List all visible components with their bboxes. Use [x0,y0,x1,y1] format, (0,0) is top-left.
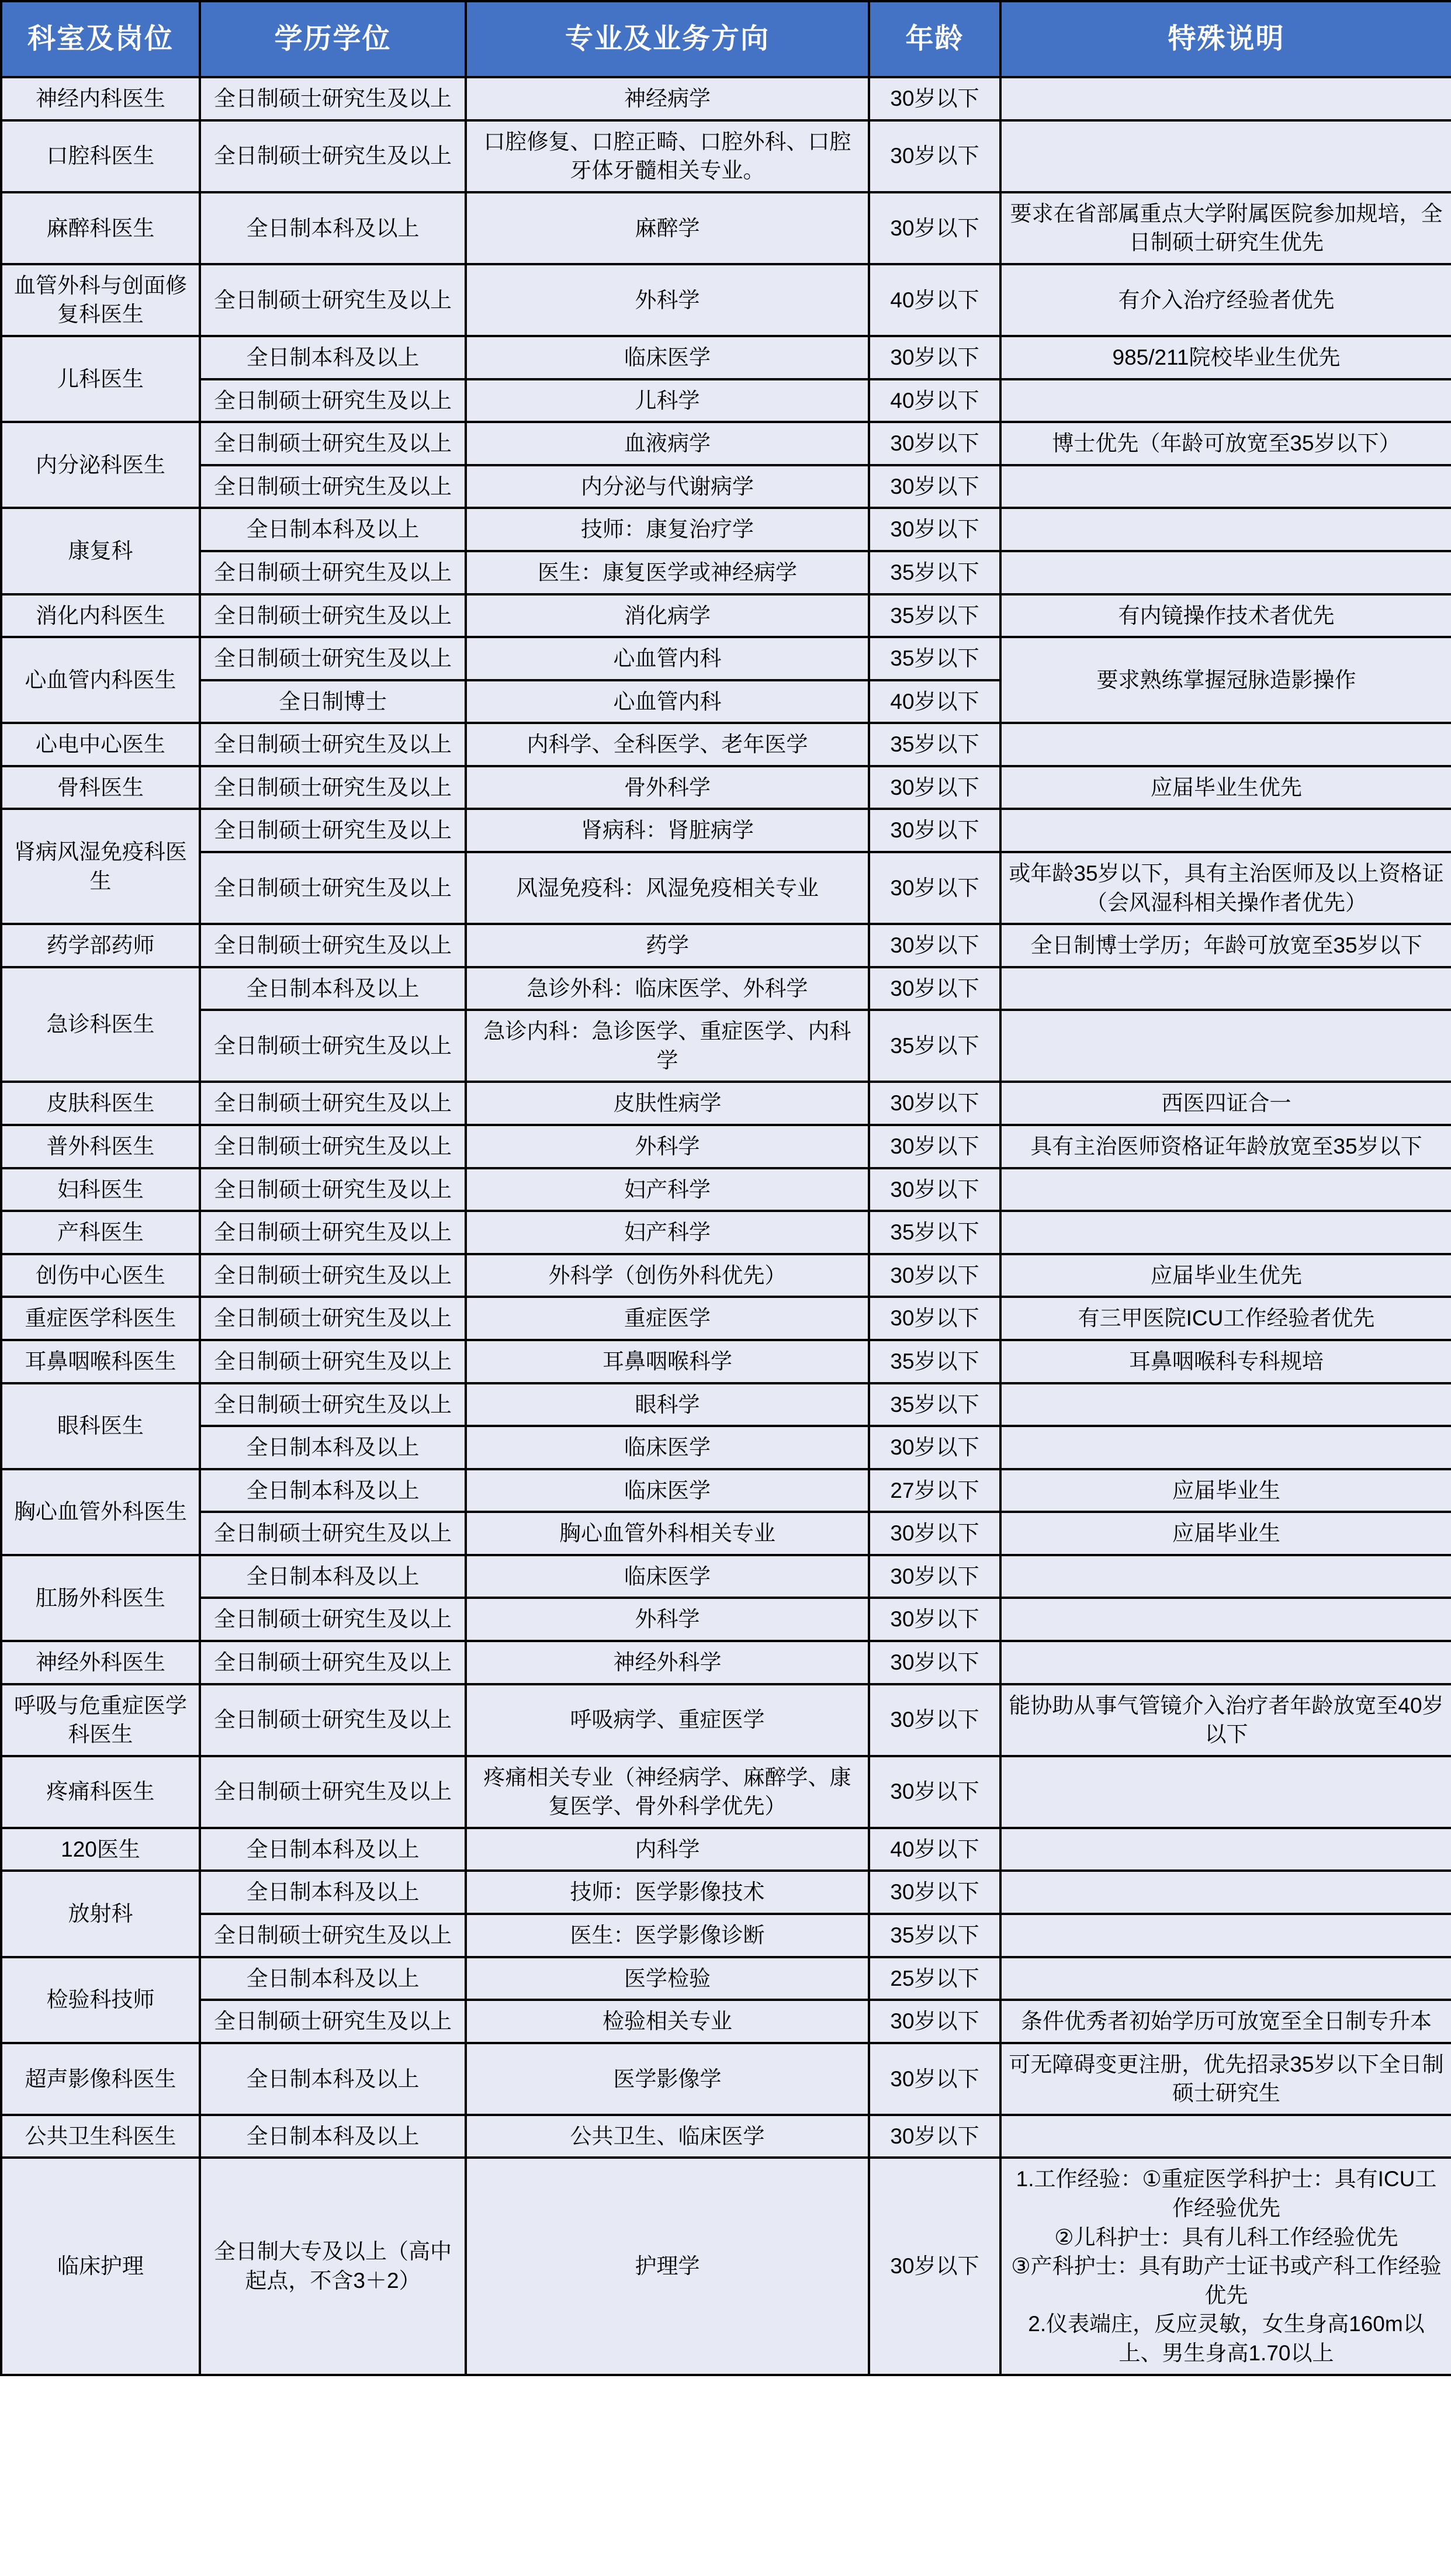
cell-major: 技师：医学影像技术 [466,1871,869,1914]
cell-department: 肛肠外科医生 [1,1555,200,1641]
cell-education: 全日制硕士研究生及以上 [200,1684,466,1756]
table-row [1,379,1451,423]
cell-major: 骨外科学 [466,766,869,809]
cell-major: 外科学 [466,1125,869,1168]
cell-note [1000,1756,1451,1828]
cell-note: 应届毕业生 [1000,1469,1451,1512]
cell-education: 全日制本科及以上 [200,1426,466,1469]
cell-education: 全日制硕士研究生及以上 [200,1168,466,1211]
table-row [1,1340,1451,1383]
cell-note [1000,1555,1451,1598]
cell-education: 全日制硕士研究生及以上 [200,723,466,766]
cell-education: 全日制硕士研究生及以上 [200,422,466,465]
cell-major: 公共卫生、临床医学 [466,2115,869,2158]
cell-age: 40岁以下 [869,264,1000,336]
column-header-age: 年龄 [869,1,1000,77]
cell-age: 40岁以下 [869,680,1000,723]
table-row [1,1211,1451,1254]
cell-major: 麻醉学 [466,192,869,264]
cell-note: 耳鼻咽喉科专科规培 [1000,1340,1451,1383]
column-header-edu: 学历学位 [200,1,466,77]
cell-education: 全日制硕士研究生及以上 [200,1340,466,1383]
cell-department: 耳鼻咽喉科医生 [1,1340,200,1383]
cell-education: 全日制本科及以上 [200,192,466,264]
cell-note [1000,1168,1451,1211]
cell-department: 肾病风湿免疫科医生 [1,809,200,924]
table-row [1,1469,1451,1512]
cell-note [1000,1010,1451,1082]
cell-education: 全日制硕士研究生及以上 [200,924,466,967]
cell-education: 全日制硕士研究生及以上 [200,77,466,120]
cell-age: 35岁以下 [869,1340,1000,1383]
table-row [1,2115,1451,2158]
cell-education: 全日制本科及以上 [200,1871,466,1914]
cell-note: 有内镜操作技术者优先 [1000,594,1451,638]
table-row [1,2158,1451,2374]
table-row [1,77,1451,120]
cell-age: 30岁以下 [869,336,1000,379]
cell-age: 30岁以下 [869,465,1000,508]
cell-note [1000,508,1451,551]
cell-education: 全日制硕士研究生及以上 [200,594,466,638]
cell-department: 创伤中心医生 [1,1254,200,1297]
cell-department: 公共卫生科医生 [1,2115,200,2158]
cell-note [1000,465,1451,508]
cell-major: 血液病学 [466,422,869,465]
cell-major: 神经病学 [466,77,869,120]
table-row [1,1641,1451,1684]
table-row [1,120,1451,192]
cell-department: 神经外科医生 [1,1641,200,1684]
column-header-note: 特殊说明 [1000,1,1451,77]
cell-age: 30岁以下 [869,1512,1000,1555]
cell-department: 消化内科医生 [1,594,200,638]
table-row [1,1010,1451,1082]
cell-age: 35岁以下 [869,1211,1000,1254]
cell-department: 儿科医生 [1,336,200,422]
cell-major: 临床医学 [466,1426,869,1469]
cell-major: 急诊内科：急诊医学、重症医学、内科学 [466,1010,869,1082]
cell-department: 胸心血管外科医生 [1,1469,200,1555]
cell-department: 重症医学科医生 [1,1297,200,1340]
cell-department: 妇科医生 [1,1168,200,1211]
cell-major: 临床医学 [466,1555,869,1598]
cell-education: 全日制本科及以上 [200,967,466,1010]
table-row [1,422,1451,465]
cell-note [1000,379,1451,423]
cell-age: 30岁以下 [869,967,1000,1010]
cell-note: 博士优先（年龄可放宽至35岁以下） [1000,422,1451,465]
table-row [1,637,1451,680]
cell-department: 超声影像科医生 [1,2043,200,2115]
column-header-major: 专业及业务方向 [466,1,869,77]
cell-age: 30岁以下 [869,2043,1000,2115]
cell-education: 全日制大专及以上（高中起点，不含3＋2） [200,2158,466,2374]
cell-education: 全日制硕士研究生及以上 [200,1297,466,1340]
cell-education: 全日制硕士研究生及以上 [200,809,466,852]
cell-major: 妇产科学 [466,1168,869,1211]
cell-age: 30岁以下 [869,1426,1000,1469]
cell-major: 医学影像学 [466,2043,869,2115]
cell-age: 30岁以下 [869,1125,1000,1168]
cell-major: 内科学 [466,1828,869,1871]
cell-education: 全日制硕士研究生及以上 [200,1125,466,1168]
cell-major: 眼科学 [466,1383,869,1427]
cell-department: 骨科医生 [1,766,200,809]
cell-note: 能协助从事气管镜介入治疗者年龄放宽至40岁以下 [1000,1684,1451,1756]
cell-education: 全日制本科及以上 [200,2043,466,2115]
cell-education: 全日制硕士研究生及以上 [200,1211,466,1254]
cell-note [1000,1211,1451,1254]
cell-department: 神经内科医生 [1,77,200,120]
cell-education: 全日制本科及以上 [200,1555,466,1598]
table-row [1,1684,1451,1756]
cell-department: 普外科医生 [1,1125,200,1168]
cell-age: 27岁以下 [869,1469,1000,1512]
table-row [1,1254,1451,1297]
cell-note [1000,120,1451,192]
table-row [1,1297,1451,1340]
cell-major: 胸心血管外科相关专业 [466,1512,869,1555]
cell-department: 眼科医生 [1,1383,200,1469]
cell-age: 30岁以下 [869,852,1000,924]
cell-note: 全日制博士学历；年龄可放宽至35岁以下 [1000,924,1451,967]
cell-note: 应届毕业生优先 [1000,1254,1451,1297]
cell-age: 30岁以下 [869,1871,1000,1914]
table-row [1,1555,1451,1598]
cell-age: 30岁以下 [869,1082,1000,1125]
table-row [1,1871,1451,1914]
cell-age: 30岁以下 [869,1168,1000,1211]
cell-education: 全日制硕士研究生及以上 [200,766,466,809]
cell-note [1000,551,1451,594]
cell-major: 医生：医学影像诊断 [466,1914,869,1957]
table-row [1,1512,1451,1555]
cell-age: 30岁以下 [869,1297,1000,1340]
cell-major: 心血管内科 [466,637,869,680]
cell-department: 产科医生 [1,1211,200,1254]
cell-major: 外科学 [466,264,869,336]
table-row [1,2000,1451,2043]
cell-age: 30岁以下 [869,2000,1000,2043]
cell-major: 妇产科学 [466,1211,869,1254]
cell-major: 口腔修复、口腔正畸、口腔外科、口腔牙体牙髓相关专业。 [466,120,869,192]
cell-major: 重症医学 [466,1297,869,1340]
cell-age: 30岁以下 [869,422,1000,465]
cell-department: 皮肤科医生 [1,1082,200,1125]
cell-department: 康复科 [1,508,200,594]
cell-note: 985/211院校毕业生优先 [1000,336,1451,379]
table-row [1,264,1451,336]
cell-education: 全日制本科及以上 [200,336,466,379]
cell-department: 放射科 [1,1871,200,1957]
table-row [1,766,1451,809]
cell-major: 医学检验 [466,1957,869,2000]
cell-note: 西医四证合一 [1000,1082,1451,1125]
cell-age: 30岁以下 [869,1684,1000,1756]
cell-education: 全日制硕士研究生及以上 [200,120,466,192]
cell-education: 全日制硕士研究生及以上 [200,1641,466,1684]
cell-education: 全日制本科及以上 [200,508,466,551]
cell-note: 有三甲医院ICU工作经验者优先 [1000,1297,1451,1340]
cell-education: 全日制硕士研究生及以上 [200,1512,466,1555]
cell-major: 呼吸病学、重症医学 [466,1684,869,1756]
cell-education: 全日制本科及以上 [200,1957,466,2000]
cell-note: 条件优秀者初始学历可放宽至全日制专升本 [1000,2000,1451,2043]
cell-note [1000,1871,1451,1914]
cell-note: 要求在省部属重点大学附属医院参加规培，全日制硕士研究生优先 [1000,192,1451,264]
cell-note: 要求熟练掌握冠脉造影操作 [1000,637,1451,723]
cell-major: 技师：康复治疗学 [466,508,869,551]
cell-education: 全日制本科及以上 [200,1828,466,1871]
cell-major: 肾病科：肾脏病学 [466,809,869,852]
cell-age: 40岁以下 [869,1828,1000,1871]
cell-age: 35岁以下 [869,637,1000,680]
cell-age: 30岁以下 [869,508,1000,551]
cell-major: 护理学 [466,2158,869,2374]
cell-note [1000,2115,1451,2158]
table-row [1,465,1451,508]
cell-age: 30岁以下 [869,1598,1000,1641]
cell-note [1000,1957,1451,2000]
cell-major: 外科学 [466,1598,869,1641]
cell-major: 内分泌与代谢病学 [466,465,869,508]
cell-education: 全日制硕士研究生及以上 [200,1010,466,1082]
cell-major: 急诊外科：临床医学、外科学 [466,967,869,1010]
cell-note [1000,1641,1451,1684]
cell-department: 内分泌科医生 [1,422,200,508]
cell-department: 血管外科与创面修复科医生 [1,264,200,336]
cell-department: 急诊科医生 [1,967,200,1082]
cell-note [1000,1914,1451,1957]
table-row [1,967,1451,1010]
cell-department: 临床护理 [1,2158,200,2374]
table-row [1,336,1451,379]
table-row [1,594,1451,638]
cell-major: 药学 [466,924,869,967]
cell-major: 内科学、全科医学、老年医学 [466,723,869,766]
cell-note [1000,723,1451,766]
cell-department: 检验科技师 [1,1957,200,2043]
cell-department: 呼吸与危重症医学科医生 [1,1684,200,1756]
cell-age: 30岁以下 [869,1555,1000,1598]
cell-major: 外科学（创伤外科优先） [466,1254,869,1297]
cell-education: 全日制硕士研究生及以上 [200,637,466,680]
cell-age: 35岁以下 [869,594,1000,638]
table-row [1,852,1451,924]
cell-age: 30岁以下 [869,192,1000,264]
cell-note [1000,967,1451,1010]
cell-education: 全日制硕士研究生及以上 [200,551,466,594]
cell-major: 皮肤性病学 [466,1082,869,1125]
cell-note: 应届毕业生优先 [1000,766,1451,809]
cell-age: 30岁以下 [869,1756,1000,1828]
table-row [1,1082,1451,1125]
cell-education: 全日制硕士研究生及以上 [200,1082,466,1125]
cell-note: 有介入治疗经验者优先 [1000,264,1451,336]
cell-education: 全日制硕士研究生及以上 [200,852,466,924]
cell-age: 30岁以下 [869,120,1000,192]
cell-note [1000,1426,1451,1469]
cell-major: 消化病学 [466,594,869,638]
table-row [1,1383,1451,1427]
cell-note: 应届毕业生 [1000,1512,1451,1555]
cell-education: 全日制硕士研究生及以上 [200,1914,466,1957]
table-row [1,1756,1451,1828]
cell-major: 疼痛相关专业（神经病学、麻醉学、康复医学、骨外科学优先） [466,1756,869,1828]
table-row [1,2043,1451,2115]
cell-major: 儿科学 [466,379,869,423]
cell-major: 心血管内科 [466,680,869,723]
table-row [1,1914,1451,1957]
header-row [1,1,1451,77]
table-row [1,192,1451,264]
cell-department: 口腔科医生 [1,120,200,192]
cell-education: 全日制硕士研究生及以上 [200,1756,466,1828]
cell-major: 临床医学 [466,336,869,379]
cell-note [1000,1383,1451,1427]
cell-department: 心电中心医生 [1,723,200,766]
table-body [1,77,1451,2375]
table-row [1,1426,1451,1469]
cell-age: 30岁以下 [869,809,1000,852]
table-row [1,1125,1451,1168]
table-row [1,924,1451,967]
table-row [1,1957,1451,2000]
cell-age: 25岁以下 [869,1957,1000,2000]
cell-education: 全日制硕士研究生及以上 [200,1598,466,1641]
cell-major: 风湿免疫科：风湿免疫相关专业 [466,852,869,924]
cell-age: 30岁以下 [869,2115,1000,2158]
cell-education: 全日制硕士研究生及以上 [200,2000,466,2043]
cell-department: 疼痛科医生 [1,1756,200,1828]
cell-age: 30岁以下 [869,1254,1000,1297]
cell-age: 30岁以下 [869,924,1000,967]
cell-note: 或年龄35岁以下，具有主治医师及以上资格证（会风湿科相关操作者优先） [1000,852,1451,924]
cell-age: 40岁以下 [869,379,1000,423]
cell-major: 检验相关专业 [466,2000,869,2043]
cell-department: 麻醉科医生 [1,192,200,264]
cell-department: 药学部药师 [1,924,200,967]
cell-note [1000,1828,1451,1871]
cell-major: 耳鼻咽喉科学 [466,1340,869,1383]
cell-education: 全日制硕士研究生及以上 [200,465,466,508]
cell-education: 全日制硕士研究生及以上 [200,1383,466,1427]
table-row [1,1168,1451,1211]
cell-education: 全日制本科及以上 [200,1469,466,1512]
cell-major: 神经外科学 [466,1641,869,1684]
cell-note: 1.工作经验：①重症医学科护士：具有ICU工作经验优先 ②儿科护士：具有儿科工作经验优先 ③产科护士：具有助产士证书或产科工作经验优先 2.仪表端庄，反应灵敏，女生身高160m以上、男生身高1.70以上 [1000,2158,1451,2374]
cell-education: 全日制硕士研究生及以上 [200,1254,466,1297]
cell-age: 30岁以下 [869,2158,1000,2374]
cell-education: 全日制本科及以上 [200,2115,466,2158]
cell-age: 35岁以下 [869,551,1000,594]
table-row [1,508,1451,551]
cell-age: 35岁以下 [869,1914,1000,1957]
column-header-dept: 科室及岗位 [1,1,200,77]
table-row [1,809,1451,852]
cell-age: 30岁以下 [869,77,1000,120]
table-row [1,1598,1451,1641]
table-row [1,1828,1451,1871]
cell-department: 120医生 [1,1828,200,1871]
cell-age: 35岁以下 [869,1010,1000,1082]
cell-major: 医生：康复医学或神经病学 [466,551,869,594]
cell-education: 全日制博士 [200,680,466,723]
cell-note [1000,809,1451,852]
cell-age: 30岁以下 [869,766,1000,809]
cell-note [1000,1598,1451,1641]
cell-note: 可无障碍变更注册，优先招录35岁以下全日制硕士研究生 [1000,2043,1451,2115]
cell-age: 35岁以下 [869,1383,1000,1427]
cell-age: 35岁以下 [869,723,1000,766]
cell-major: 临床医学 [466,1469,869,1512]
cell-age: 30岁以下 [869,1641,1000,1684]
table-row [1,723,1451,766]
cell-note [1000,77,1451,120]
cell-education: 全日制硕士研究生及以上 [200,264,466,336]
cell-education: 全日制硕士研究生及以上 [200,379,466,423]
table-row [1,551,1451,594]
cell-note: 具有主治医师资格证年龄放宽至35岁以下 [1000,1125,1451,1168]
cell-department: 心血管内科医生 [1,637,200,723]
table-header [1,1,1451,77]
